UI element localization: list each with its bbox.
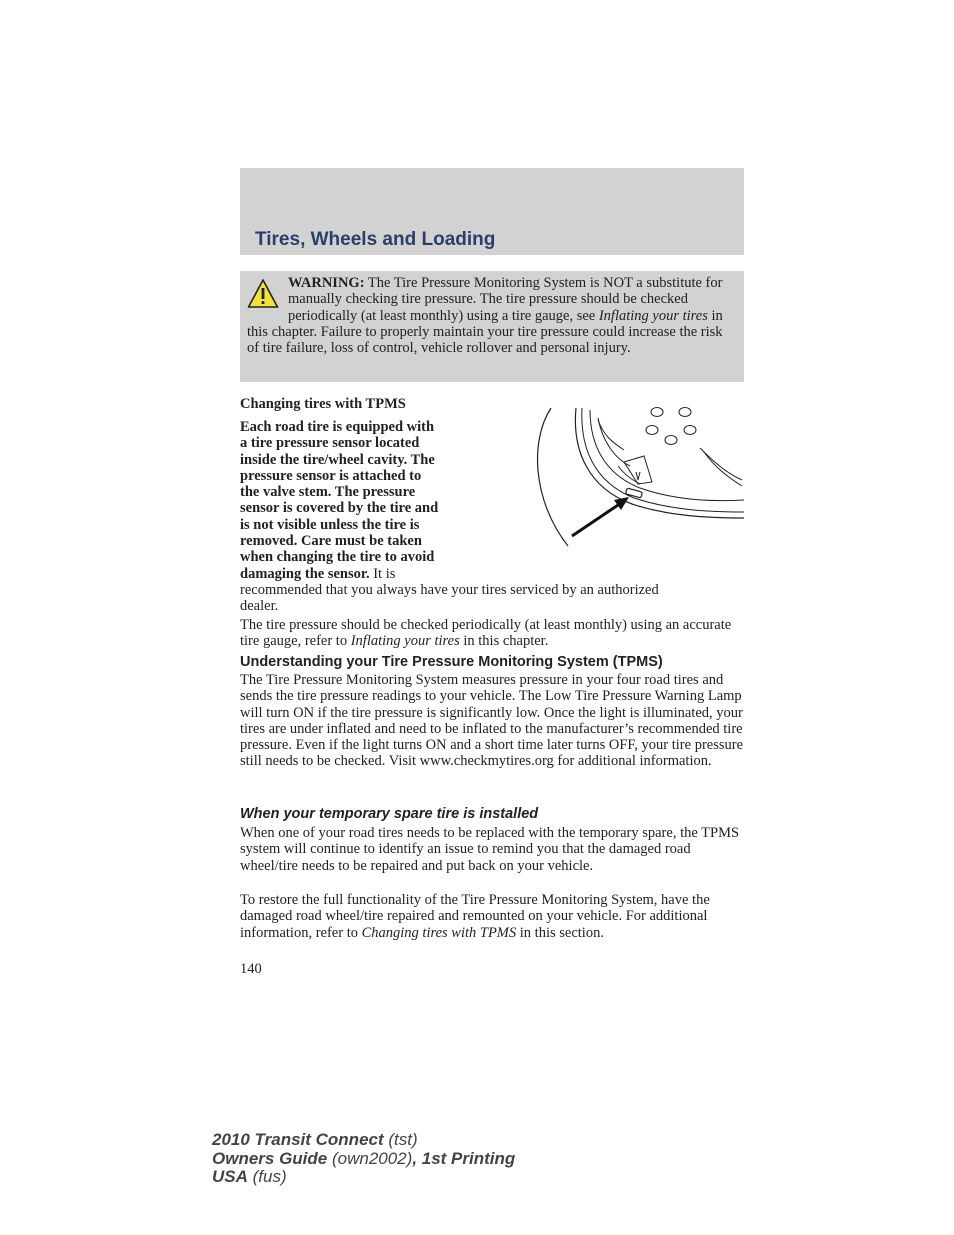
- changing-tires-ref: Changing tires with TPMS: [361, 924, 517, 941]
- print-footer: 2010 Transit Connect (tst) Owners Guide (own2002), 1st Printing USA (fus): [212, 1130, 516, 1186]
- section-title: Tires, Wheels and Loading: [255, 229, 496, 250]
- bold-line: sensor is covered by the tire and: [240, 500, 439, 517]
- warning-box: [240, 271, 744, 382]
- bold-line: a tire pressure sensor located: [240, 435, 420, 452]
- warning-triangle-icon: [247, 278, 279, 310]
- bold-line: pressure sensor is attached to: [240, 467, 422, 484]
- spare-paragraph-1: When one of your road tires needs to be replaced with the temporary spare, the TPMS system will continue to identify an issue to remind you that the damaged road wheel/tire needs to be repaired and put back on your vehicle.: [240, 825, 740, 874]
- inflating-ref: Inflating your tires: [350, 633, 460, 650]
- spare-paragraph-2: To restore the full functionality of the Tire Pressure Monitoring System, have the damaged road wheel/tire repaired and remounted on your vehicle. For additional information, refer to Changing tires with TPMS in this section.: [240, 892, 710, 941]
- understanding-body: The Tire Pressure Monitoring System measures pressure in your four road tires and sends the tire pressure readings to your vehicle. The Low Tire Pressure Warning Lamp will turn ON if the tire pressure is significantly low. Once the light is illuminated, your tires are under inflated and need to be inflated to the manufacturer’s recommended tire pressure. Even if the light turns ON and a short time later turns OFF, your tire pressure still needs to be checked. Visit www.checkmytires.org for additional information.: [240, 672, 744, 770]
- tire-sensor-illustration: [528, 400, 746, 550]
- page-number: 140: [240, 961, 262, 977]
- warning-label: WARNING:: [288, 275, 365, 291]
- changing-bold-block: Each road tire is equipped with a tire pressure sensor located inside the tire/wheel cavity. The pressure sensor is attached to the valve stem. The pressure sensor is covered by the tire and is not visible unless the tire is removed. Care must be taken when changing the tire to avoid damaging the sensor. It is recommended that you always have your tires serviced by an authorized dealer.: [240, 419, 659, 615]
- spare-heading: When your temporary spare tire is installed: [240, 806, 539, 822]
- section-header: [240, 168, 744, 255]
- check-pressure-paragraph: The tire pressure should be checked periodically (at least monthly) using an accurate tire gauge, refer to Inflating your tires in this chapter.: [240, 617, 732, 650]
- warning-ref-link: Inflating your tires: [598, 307, 708, 324]
- warning-text: WARNING: The Tire Pressure Monitoring System is NOT a substitute for manually checking tire pressure. The tire pressure should be checked periodically (at least monthly) using a tire gauge, see Inflating your tires in this chapter. Failure to properly maintain your tire pressure could increase the risk of tire failure, loss of control, vehicle rollover and personal injury.: [247, 275, 723, 357]
- bold-line: removed. Care must be taken: [240, 533, 422, 550]
- bold-line: the valve stem. The pressure: [240, 484, 416, 501]
- bold-line: when changing the tire to avoid: [240, 549, 435, 566]
- changing-heading: Changing tires with TPMS: [240, 396, 406, 412]
- bold-line: inside the tire/wheel cavity. The: [240, 451, 435, 468]
- understanding-heading: Understanding your Tire Pressure Monitoring System (TPMS): [240, 654, 663, 670]
- bold-line: damaging the sensor.: [240, 565, 370, 582]
- bold-line: Each road tire is equipped with: [240, 419, 435, 435]
- bold-line: is not visible unless the tire is: [240, 516, 420, 533]
